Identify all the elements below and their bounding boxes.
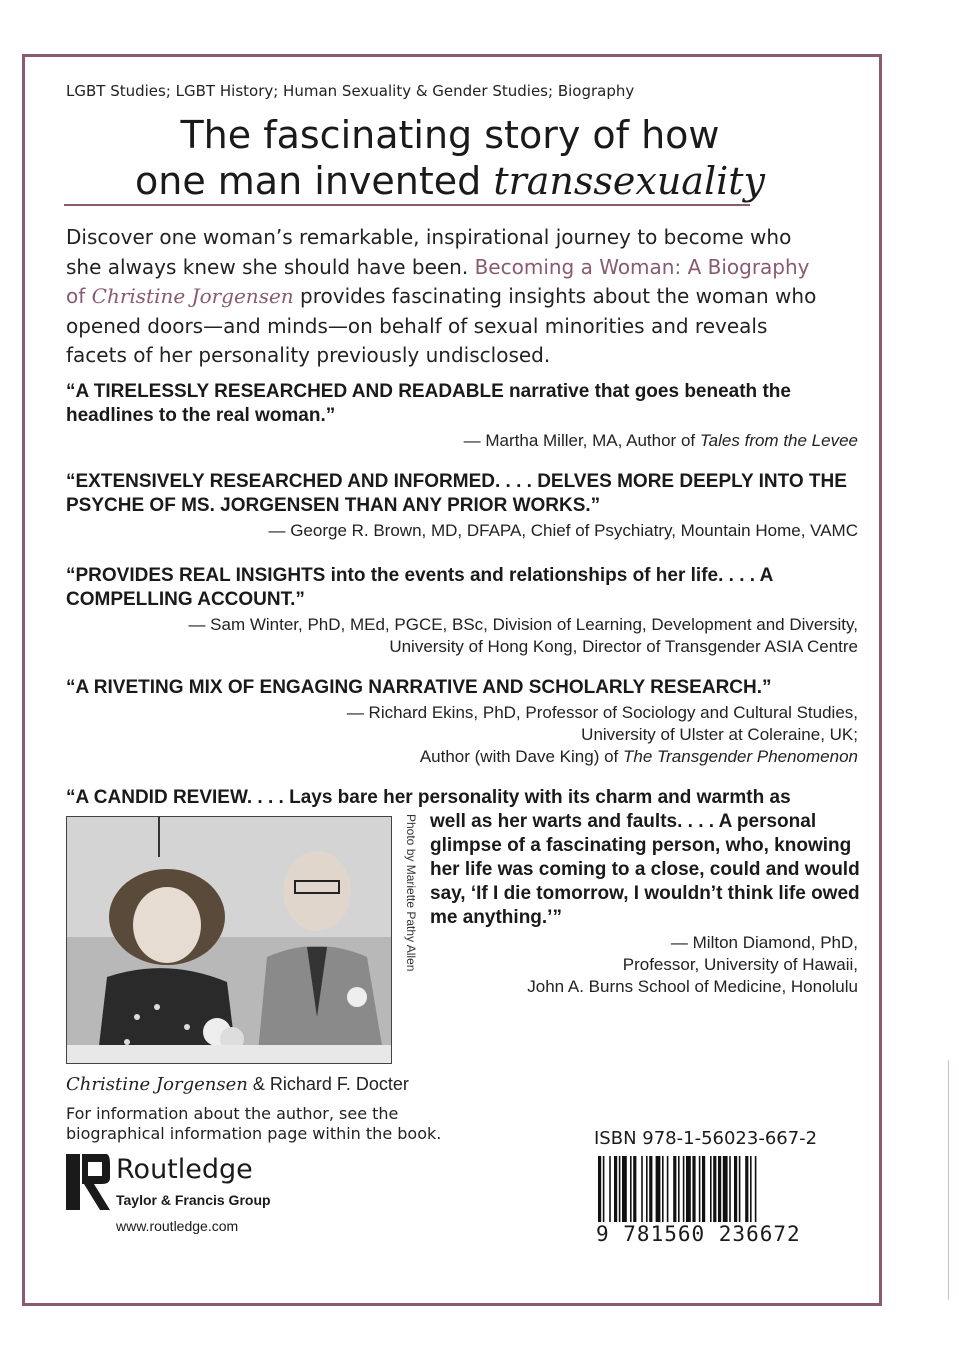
photo-caption (66, 1074, 409, 1095)
quote-text-rest: well as her warts and faults. . . . A personal glimpse of a fascinating person, who, knowing her life was coming to a close, could and would say, ‘If I die tomorrow, I wouldn’t think life owed me anything.’” (430, 811, 860, 928)
author-info-line-1: For information about the author, see the (66, 1104, 399, 1123)
author-info-line-2: biographical information page within the book. (66, 1124, 442, 1143)
barcode (590, 1156, 808, 1228)
book-title-script: Christine Jorgensen (91, 284, 294, 308)
attribution-line-2: Professor, University of Hawaii, (622, 955, 858, 974)
intro-paragraph (66, 223, 826, 371)
caption-plain: & Richard F. Docter (247, 1074, 409, 1094)
barcode-bar (745, 1156, 748, 1228)
quote-text: “EXTENSIVELY RESEARCHED AND INFORMED. . . . DELVES MORE DEEPLY INTO THE PSYCHE OF MS. JORGENSEN THAN ANY PRIOR WORKS.” (66, 471, 847, 516)
barcode-bar (739, 1156, 741, 1228)
attribution-title: Tales from the Levee (699, 431, 858, 450)
barcode-bar (702, 1156, 705, 1228)
author-info (66, 1104, 441, 1144)
attribution-line-1: — Milton Diamond, PhD, (670, 933, 858, 952)
barcode-bar (678, 1156, 680, 1228)
headline-line-2-plain: one man invented (135, 159, 494, 203)
barcode-bar (718, 1156, 721, 1228)
caption-script: Christine Jorgensen (66, 1074, 248, 1095)
attribution-line-3-title: The Transgender Phenomenon (622, 747, 858, 766)
barcode-bar (673, 1156, 676, 1228)
book-title: Becoming a Woman: A Biography of (66, 254, 810, 308)
attribution-line-3: John A. Burns School of Medicine, Honolulu (527, 977, 858, 996)
barcode-bar (630, 1156, 632, 1228)
publisher-url: www.routledge.com (116, 1218, 239, 1234)
barcode-bar (619, 1156, 621, 1228)
quote-attribution (66, 614, 858, 658)
intro-part-1: Discover one woman’s remarkable, inspirational journey to become who she always knew she should have been. (66, 225, 792, 279)
isbn: ISBN 978-1-56023-667-2 (594, 1128, 818, 1149)
review-quote-1 (66, 380, 858, 452)
quote-attribution (66, 430, 858, 452)
quote-text-line-1: “A CANDID REVIEW. . . . Lays bare her personality with its charm and warmth as (66, 787, 791, 808)
quote-attribution (66, 702, 858, 768)
barcode-bar (614, 1156, 617, 1228)
barcode-bar (598, 1156, 601, 1228)
quote-text: “A TIRELESSLY RESEARCHED AND READABLE narrative that goes beneath the headlines to the real woman.” (66, 381, 791, 426)
publisher-logo (66, 1154, 326, 1234)
publisher-group: Taylor & Francis Group (116, 1192, 271, 1208)
barcode-bar (686, 1156, 691, 1228)
barcode-bar (641, 1156, 643, 1228)
barcode-bar (729, 1156, 731, 1228)
headline-line-2-italic: transsexuality (493, 159, 765, 203)
barcode-bar (667, 1156, 669, 1228)
intro-part-2: provides fascinating insights about the woman who opened doors—and minds—on behalf of sexual minorities and reveals facets of her personality previously undisclosed. (66, 284, 817, 367)
quote-text: “A RIVETING MIX OF ENGAGING NARRATIVE AND SCHOLARLY RESEARCH.” (66, 677, 772, 698)
attribution-line-3 (66, 746, 858, 768)
barcode-bar (710, 1156, 712, 1228)
barcode-bar (755, 1156, 757, 1228)
barcode-bar (713, 1156, 716, 1228)
barcode-bar (723, 1156, 728, 1228)
headline-line-1: The fascinating story of how (180, 113, 720, 157)
barcode-bar (692, 1156, 695, 1228)
barcode-bar (683, 1156, 685, 1228)
author-photo (66, 816, 392, 1064)
categories: LGBT Studies; LGBT History; Human Sexuality & Gender Studies; Biography (66, 82, 635, 100)
review-quote-2 (66, 470, 858, 542)
attribution-text: — Martha Miller, MA, Author of (463, 431, 700, 450)
headline (60, 112, 840, 204)
headline-line-2 (60, 158, 840, 204)
barcode-bar (603, 1156, 605, 1228)
quote-attribution: — George R. Brown, MD, DFAPA, Chief of Psychiatry, Mountain Home, VAMC (268, 521, 858, 540)
quote-text: “PROVIDES REAL INSIGHTS into the events and relationships of her life. . . . A COMPELLING ACCOUNT.” (66, 565, 773, 610)
attribution-line-1: — Richard Ekins, PhD, Professor of Sociology and Cultural Studies, (346, 703, 858, 722)
barcode-bar (734, 1156, 737, 1228)
attribution-line-3-text: Author (with Dave King) of (419, 747, 623, 766)
photo-illustration (67, 817, 391, 1063)
review-quote-4 (66, 676, 858, 768)
barcode-bar (750, 1156, 752, 1228)
photo-credit: Photo by Mariette Pathy Allen (404, 814, 418, 972)
barcode-digits: 9 781560 236672 (590, 1222, 808, 1246)
barcode-bar (662, 1156, 664, 1228)
barcode-bar (699, 1156, 701, 1228)
barcode-bar (633, 1156, 636, 1228)
barcode-bar (649, 1156, 652, 1228)
barcode-bar (622, 1156, 627, 1228)
barcode-bar (646, 1156, 648, 1228)
attribution-line-2: University of Ulster at Coleraine, UK; (581, 725, 858, 744)
barcode-bar (656, 1156, 661, 1228)
publisher-name: Routledge (116, 1154, 253, 1185)
routledge-logo-icon (66, 1154, 110, 1210)
attribution-line-2: University of Hong Kong, Director of Transgender ASIA Centre (389, 637, 858, 656)
attribution-line-1: — Sam Winter, PhD, MEd, PGCE, BSc, Division of Learning, Development and Diversity, (188, 615, 858, 634)
page-edge (948, 1060, 949, 1300)
barcode-bar (609, 1156, 611, 1228)
headline-rule (64, 204, 750, 206)
review-quote-3 (66, 564, 858, 658)
